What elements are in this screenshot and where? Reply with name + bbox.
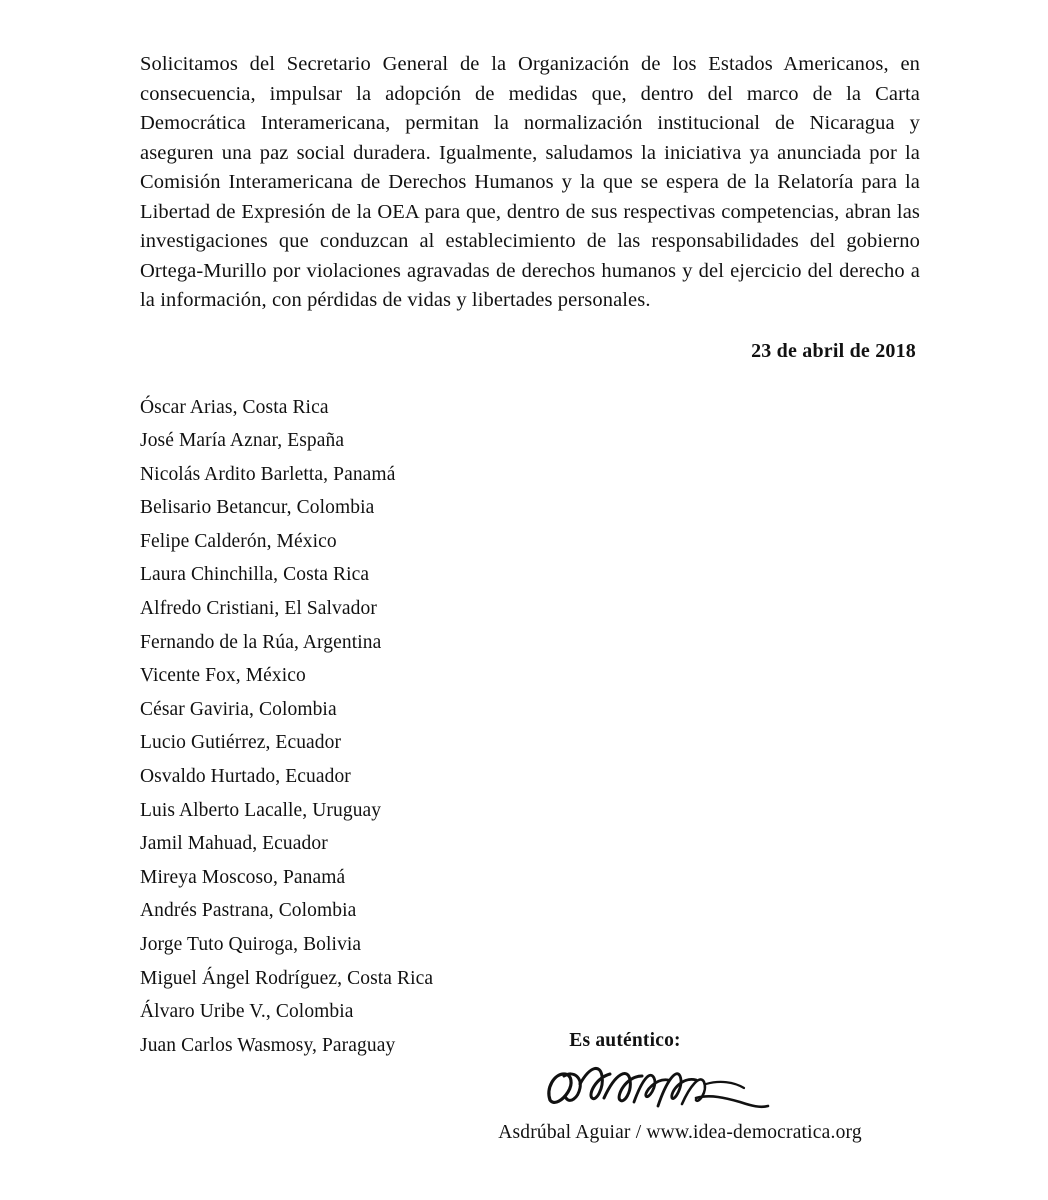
document-content — [140, 50, 920, 1078]
closing-block — [370, 1030, 990, 1144]
list-item: Laura Chinchilla, Costa Rica — [140, 564, 370, 586]
list-item: Juan Carlos Wasmosy, Paraguay — [140, 1034, 396, 1056]
document-date: 23 de abril de 2018 — [751, 339, 916, 362]
list-item: Óscar Arias, Costa Rica — [140, 396, 329, 418]
list-item: Luis Alberto Lacalle, Uruguay — [140, 799, 382, 821]
body-paragraph: Solicitamos del Secretario General de la Organización de los Estados Americanos, en consecuencia, impulsar la adopción de medidas que, dentro del marco de la Carta Democrática Interamericana, permitan la normalización institucional de Nicaragua y aseguren una paz social duradera. Igualmente, saludamos la iniciativa ya anunciada por la Comisión Interamericana de Derechos Humanos y la que se espera de la Relatoría para la Libertad de Expresión de la OEA para que, dentro de sus respectivas competencias, abran las investigaciones que conduzcan al establecimiento de las responsabilidades del gobierno Ortega-Murillo por violaciones agravadas de derechos humanos y del ejercicio del derecho a la información, con pérdidas de vidas y libertades personales. — [140, 53, 920, 311]
list-item: Nicolás Ardito Barletta, Panamá — [140, 463, 396, 485]
list-item: Jorge Tuto Quiroga, Bolivia — [140, 934, 362, 955]
list-item: Lucio Gutiérrez, Ecuador — [140, 732, 342, 754]
list-item: Miguel Ángel Rodríguez, Costa Rica — [140, 967, 434, 989]
signatory-list — [140, 391, 920, 1063]
signature-area — [370, 1054, 990, 1120]
list-item: Vicente Fox, México — [140, 665, 306, 687]
list-item: Osvaldo Hurtado, Ecuador — [140, 766, 351, 788]
list-item: Álvaro Uribe V., Colombia — [140, 1001, 354, 1023]
list-item: Andrés Pastrana, Colombia — [140, 900, 357, 922]
authenticity-label: Es auténtico: — [569, 1030, 681, 1051]
list-item: José María Aznar, España — [140, 430, 345, 452]
list-item: Jamil Mahuad, Ecuador — [140, 833, 328, 855]
list-item: Mireya Moscoso, Panamá — [140, 866, 346, 888]
list-item: César Gaviria, Colombia — [140, 698, 337, 720]
list-item: Fernando de la Rúa, Argentina — [140, 631, 382, 653]
handwritten-signature-icon — [530, 1054, 830, 1120]
signature-attribution: Asdrúbal Aguiar / www.idea-democratica.org — [498, 1122, 862, 1143]
list-item: Alfredo Cristiani, El Salvador — [140, 598, 377, 620]
list-item: Belisario Betancur, Colombia — [140, 497, 375, 519]
list-item: Felipe Calderón, México — [140, 530, 337, 552]
